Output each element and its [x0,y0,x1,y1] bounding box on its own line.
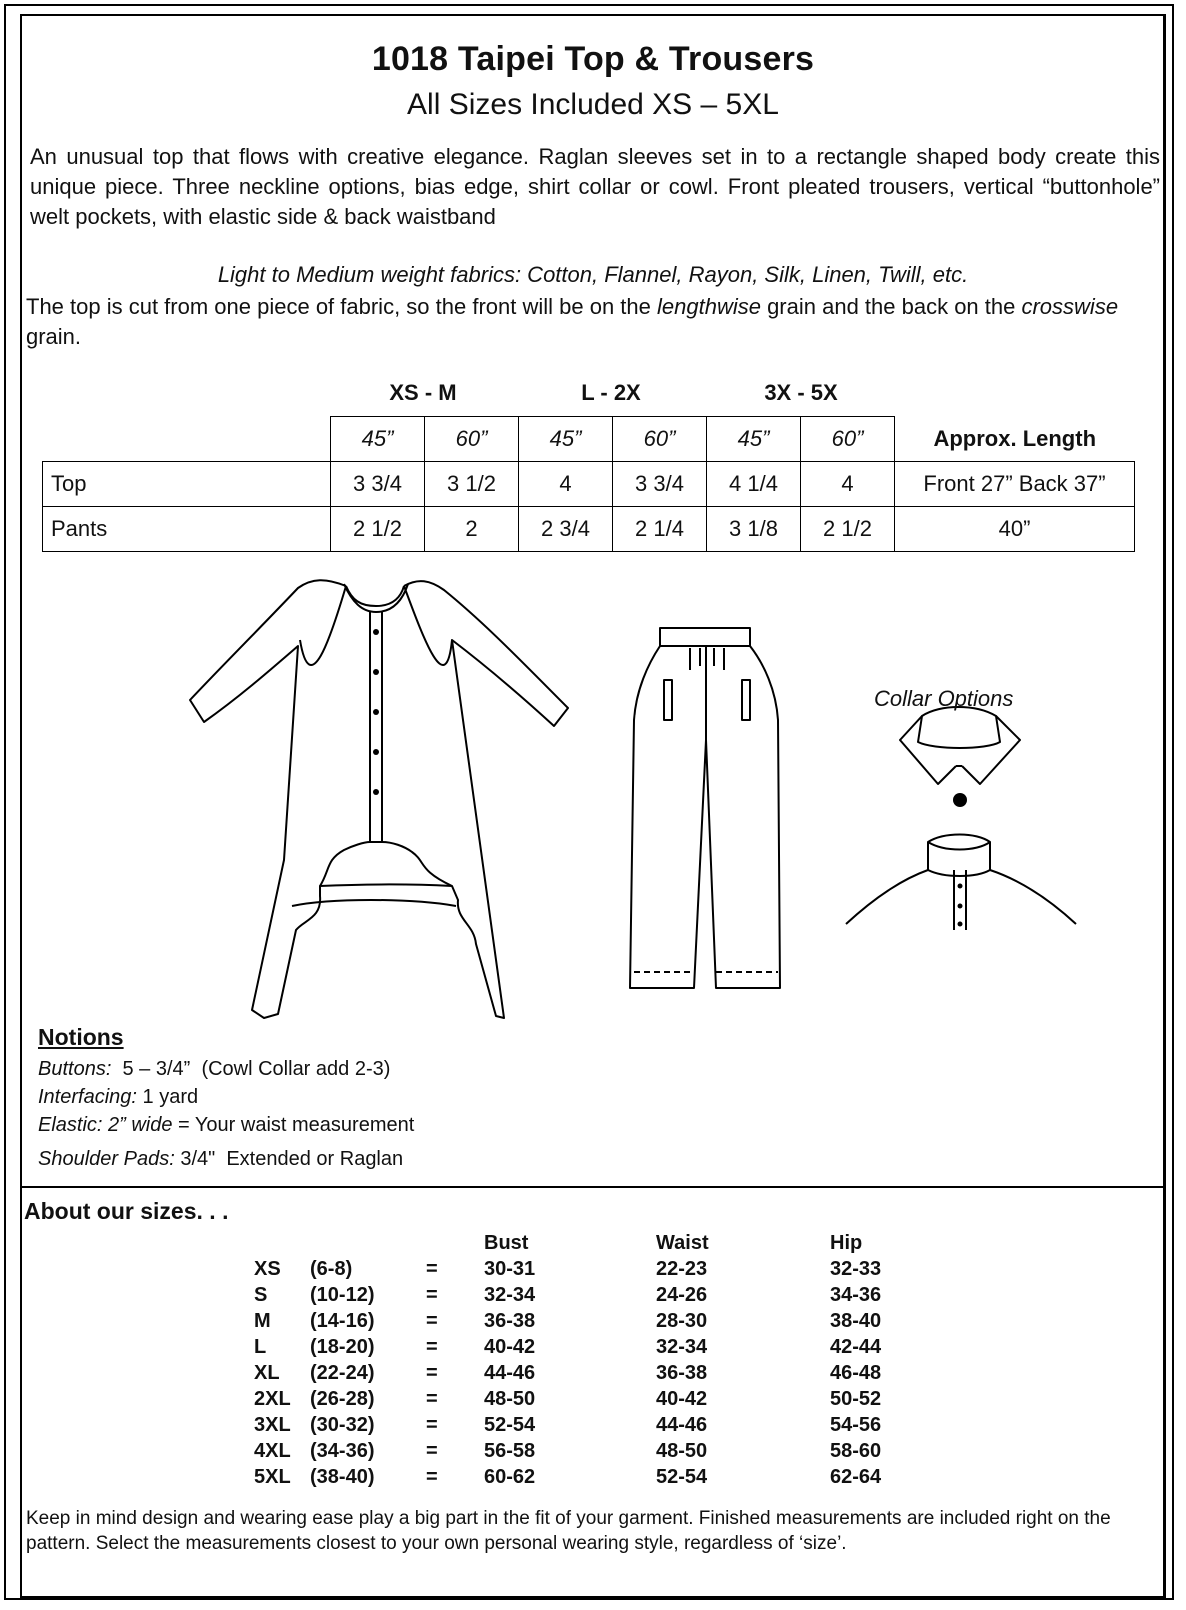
size-range-cell: (22-24) [310,1362,375,1384]
size-eq-cell: = [426,1388,438,1410]
page-title: 1018 Taipei Top & Trousers [371,40,815,78]
table-cell: 3 3/4 [613,462,707,507]
size-range-cell: (38-40) [310,1466,375,1488]
raglan-seam-right [404,586,452,665]
column-header: Bust [484,1232,529,1254]
button-icon [953,793,967,807]
notion-key: Shoulder Pads: [38,1148,175,1170]
size-bust-cell: 48-50 [484,1388,536,1410]
shoulder-lines [846,870,1076,924]
size-group-header: 3X - 5X [764,380,838,405]
size-bust-cell: 36-38 [484,1310,536,1332]
size-bust-cell: 60-62 [484,1466,536,1488]
size-waist-cell: 28-30 [656,1310,708,1332]
size-eq-cell: = [426,1466,438,1488]
notion-item [38,1086,198,1109]
size-waist-cell: 48-50 [656,1440,708,1462]
table-cell: 4 1/4 [707,462,801,507]
neckline [346,586,404,606]
raglan-seam-left [300,586,346,665]
size-range-cell: (18-20) [310,1336,375,1358]
size-hip-cell: 46-48 [830,1362,882,1384]
size-waist-cell: 24-26 [656,1284,708,1306]
size-range-cell: (6-8) [310,1258,353,1280]
collar-point-left [900,716,956,784]
size-size-cell: L [254,1336,267,1358]
size-waist-cell: 44-46 [656,1414,708,1436]
pants-drawing [630,628,780,988]
notions-heading: Notions [38,1024,124,1050]
table-cell: 2 1/4 [613,507,707,552]
notion-key: Buttons: [38,1058,112,1080]
page-subtitle: All Sizes Included XS – 5XL [407,88,779,121]
size-size-cell: XS [254,1258,281,1280]
size-hip-cell: 32-33 [830,1258,882,1280]
cowl-band [928,835,990,877]
collar-options-label: Collar Options [874,686,1014,711]
size-eq-cell: = [426,1310,438,1332]
top-drawing [190,580,568,1018]
size-hip-cell: 62-64 [830,1466,882,1488]
footer-note: Keep in mind design and wearing ease play a big part in the fit of your garment. Finished measurements are included right on the pattern. Select the measurements closest to your own personal wearing style, regardless of ‘size’. [26,1508,1111,1554]
top-outline [190,580,568,1018]
grain-text: The top is cut from one piece of fabric, so the front will be on the [26,294,657,319]
button-icon [373,629,379,635]
cowl-fold [928,842,990,850]
size-range-cell: (26-28) [310,1388,375,1410]
notion-key: Elastic: 2” wide [38,1114,173,1136]
grain-emphasis: lengthwise [657,294,761,319]
width-header: 45” [707,417,801,462]
hem-curve [320,842,452,886]
size-eq-cell: = [426,1440,438,1462]
size-waist-cell: 32-34 [656,1336,708,1358]
row-label: Pants [43,507,331,552]
size-bust-cell: 40-42 [484,1336,536,1358]
width-header: 60” [613,417,707,462]
size-eq-cell: = [426,1336,438,1358]
hem-line [292,900,456,906]
button-icon [958,904,963,909]
row-label: Top [43,462,331,507]
size-eq-cell: = [426,1414,438,1436]
grain-text: grain and the back on the [760,294,1022,319]
table-cell: 2 3/4 [519,507,613,552]
size-size-cell: XL [254,1362,280,1384]
size-bust-cell: 32-34 [484,1284,536,1306]
size-waist-cell: 22-23 [656,1258,708,1280]
cowl-collar-drawing [846,835,1076,931]
notion-item [38,1148,403,1171]
shirt-collar-drawing [900,707,1020,784]
notion-item [38,1058,390,1081]
button-icon [373,669,379,675]
table-cell: 3 3/4 [331,462,425,507]
size-eq-cell: = [426,1258,438,1280]
size-range-cell: (10-12) [310,1284,375,1306]
table-cell: 4 [519,462,613,507]
table-cell: 2 1/2 [801,507,895,552]
button-icon [958,922,963,927]
notion-item [38,1114,414,1137]
width-header: 60” [425,417,519,462]
table-cell: 3 1/2 [425,462,519,507]
notion-value: = Your waist measurement [172,1114,415,1136]
size-eq-cell: = [426,1284,438,1306]
grain-text: grain. [26,324,82,349]
collar-band [918,707,1000,748]
size-range-cell: (14-16) [310,1310,375,1332]
waistband [660,628,750,646]
description: An unusual top that flows with creative elegance. Raglan sleeves set in to a rectangle shaped body create this unique piece. Three neckline options, bias edge, shirt collar or cowl. Front pleated trousers, vertical “buttonhole” welt pockets, with elastic side & back waistband [30,144,1160,229]
size-size-cell: M [254,1310,271,1332]
cowl-placket [954,870,966,930]
size-eq-cell: = [426,1362,438,1384]
grain-emphasis: crosswise [1021,294,1119,319]
fabric-recommendation: Light to Medium weight fabrics: Cotton, Flannel, Rayon, Silk, Linen, Twill, etc. [217,262,969,287]
length-header: Approx. Length [933,425,1097,451]
size-group-header: XS - M [389,380,457,405]
width-header: 45” [331,417,425,462]
size-waist-cell: 40-42 [656,1388,708,1410]
length-cell: Front 27” Back 37” [895,462,1135,507]
button-placket [370,612,382,842]
size-size-cell: 2XL [254,1388,291,1410]
size-hip-cell: 54-56 [830,1414,882,1436]
width-header: 45” [519,417,613,462]
size-bust-cell: 44-46 [484,1362,536,1384]
column-header: Waist [656,1232,709,1254]
button-icon [373,749,379,755]
size-hip-cell: 38-40 [830,1310,882,1332]
size-hip-cell: 58-60 [830,1440,882,1462]
size-range-cell: (30-32) [310,1414,375,1436]
size-group-header: L - 2X [581,380,641,405]
button-icon [373,709,379,715]
divider [22,1186,1164,1188]
table-cell: 2 1/2 [331,507,425,552]
column-header: Hip [830,1232,863,1254]
size-size-cell: 3XL [254,1414,291,1436]
table-cell: 2 [425,507,519,552]
notion-value: 1 yard [136,1086,199,1108]
waistband-elastic [660,628,750,646]
notion-value: 5 – 3/4” (Cowl Collar add 2-3) [111,1058,391,1080]
collar-point-right [962,716,1020,784]
size-size-cell: 5XL [254,1466,291,1488]
size-waist-cell: 52-54 [656,1466,708,1488]
size-size-cell: S [254,1284,268,1306]
table-cell: 3 1/8 [707,507,801,552]
size-range-cell: (34-36) [310,1440,375,1462]
size-bust-cell: 52-54 [484,1414,536,1436]
size-hip-cell: 50-52 [830,1388,882,1410]
size-bust-cell: 30-31 [484,1258,536,1280]
sizes-heading: About our sizes. . . [24,1198,229,1224]
button-icon [373,789,379,795]
size-waist-cell: 36-38 [656,1362,708,1384]
size-bust-cell: 56-58 [484,1440,536,1462]
table-cell: 4 [801,462,895,507]
width-header: 60” [801,417,895,462]
size-size-cell: 4XL [254,1440,291,1462]
length-cell: 40” [895,507,1135,552]
size-hip-cell: 34-36 [830,1284,882,1306]
notion-value: 3/4" Extended or Raglan [174,1148,404,1170]
notion-key: Interfacing: [38,1086,137,1108]
button-icon [958,884,963,889]
size-hip-cell: 42-44 [830,1336,882,1358]
